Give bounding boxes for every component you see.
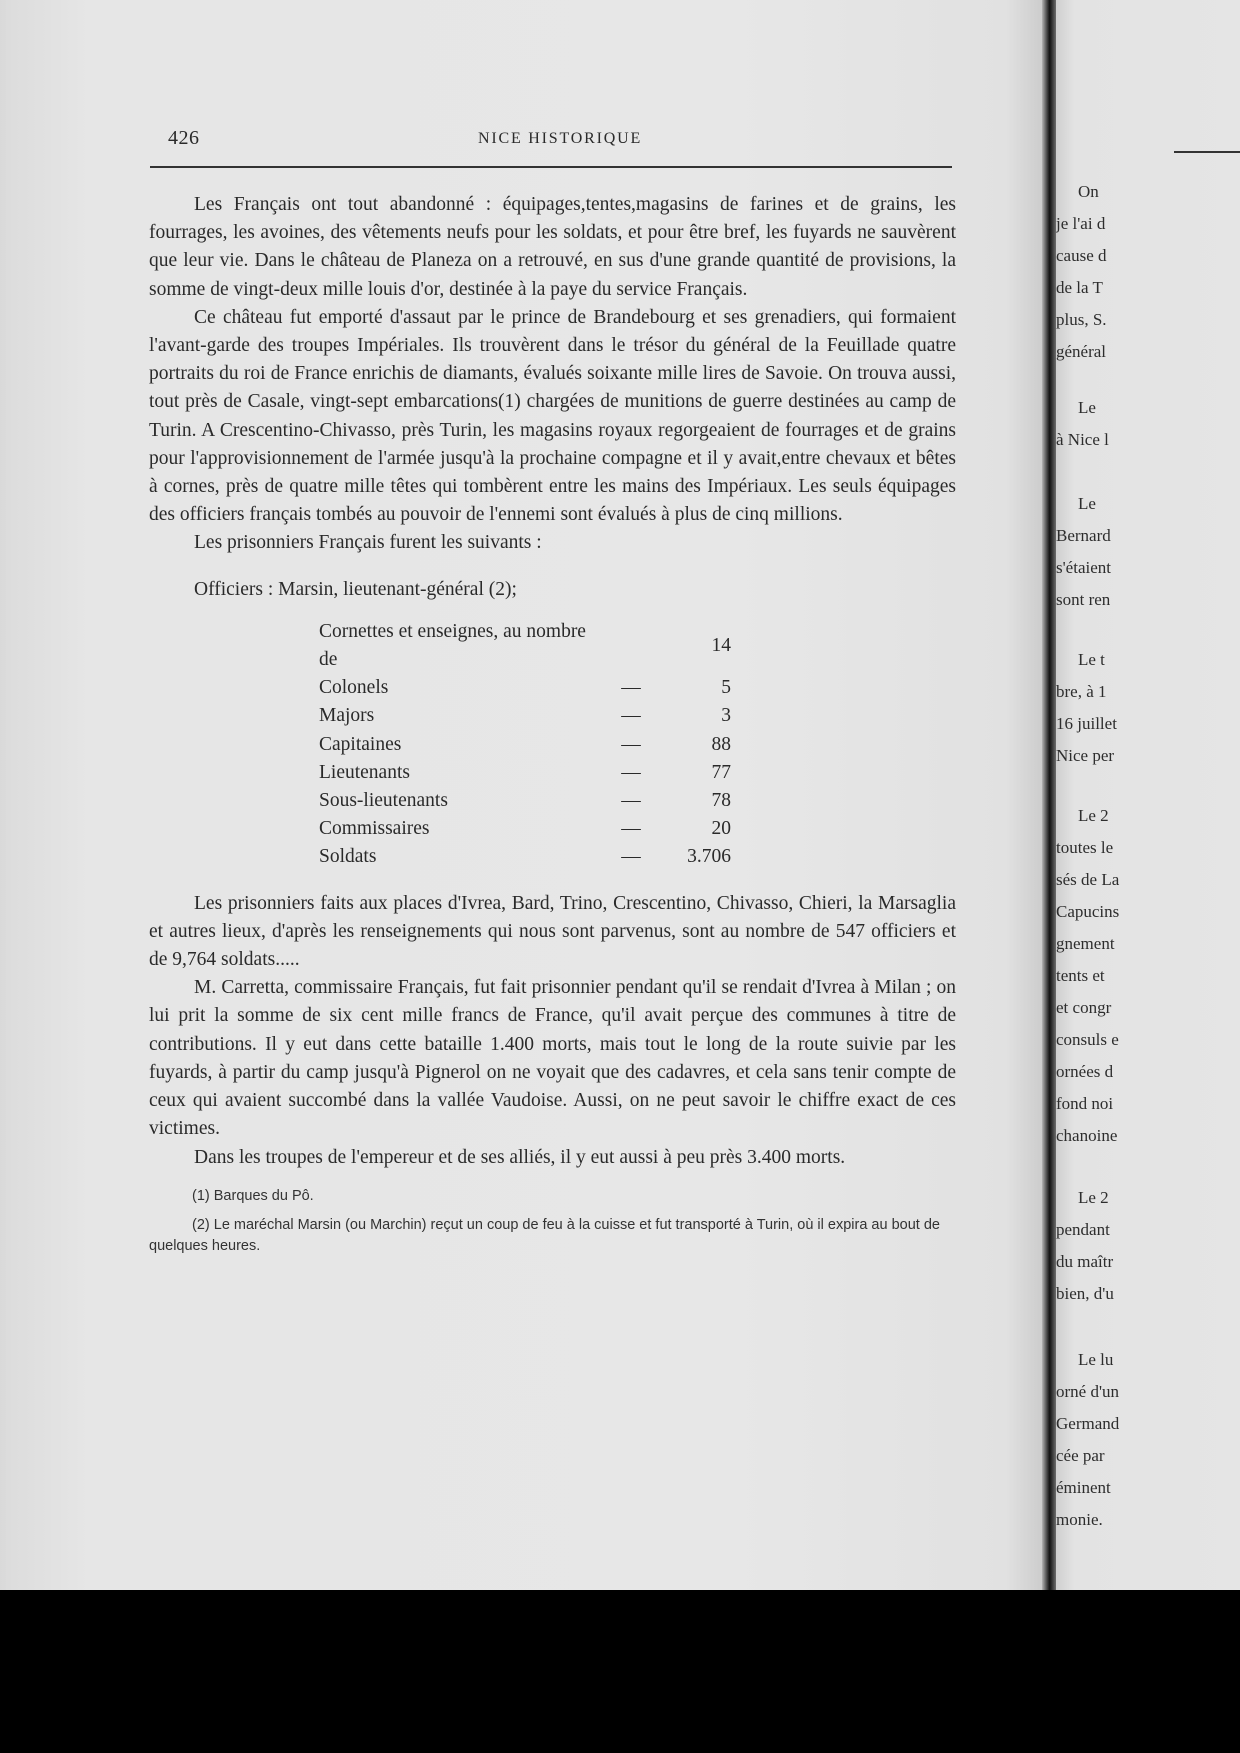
count-cell: 5 — [721, 677, 731, 699]
table-row — [319, 674, 731, 702]
rank-cell: Colonels — [319, 677, 389, 699]
right-page-line: pendant — [1056, 1220, 1110, 1239]
right-page-line: s'étaient — [1056, 558, 1111, 577]
table-row — [319, 787, 731, 815]
right-page-line: Le — [1078, 494, 1096, 513]
paragraph: Les prisonniers Français furent les suivants : — [194, 532, 542, 554]
right-page-line: bre, à 1 — [1056, 682, 1107, 701]
paragraph: Les Français ont tout abandonné : équipages,tentes,magasins de farines et de grains, les fourrages, les avoines, des vêtements neufs pour les soldats, et pour être bref, les fuyards ne sauvèrent que leur vie. Dans le château de Planeza on a retrouvé, en sus d'une grande quantité de provisions, la somme de vingt-deux mille louis d'or, destinée à la paye du service Français. — [149, 194, 956, 300]
table-row — [319, 759, 731, 787]
prisoner-table — [319, 618, 731, 872]
right-page-line: de la T — [1056, 278, 1103, 297]
dash-cell — [601, 618, 661, 674]
right-page-line: Le 2 — [1078, 1188, 1109, 1207]
page-number: 426 — [168, 127, 200, 149]
running-title: NICE HISTORIQUE — [477, 130, 643, 147]
right-page-line: cause d — [1056, 246, 1107, 265]
right-page-line: Bernard — [1056, 526, 1111, 545]
dash-cell: — — [621, 705, 641, 727]
header-rule — [150, 166, 952, 168]
table-row — [319, 815, 731, 843]
table-row — [319, 702, 731, 730]
count-cell: 20 — [711, 818, 731, 840]
rank-cell: Majors — [319, 705, 375, 727]
count-cell: 3 — [721, 705, 731, 727]
right-page-line: consuls e — [1056, 1030, 1119, 1049]
table-row — [319, 843, 731, 871]
count-cell: 14 — [711, 634, 731, 656]
right-page-line: cée par — [1056, 1446, 1105, 1465]
right-page-line: bien, d'u — [1056, 1284, 1114, 1303]
right-page-line: orné d'un — [1056, 1382, 1120, 1401]
dash-cell: — — [621, 846, 641, 868]
right-header-rule — [1174, 151, 1240, 153]
paragraph: Ce château fut emporté d'assaut par le prince de Brandebourg et ses grenadiers, qui formaient l'avant-garde des troupes Impériales. Ils trouvèrent dans le trésor du général de la Feuillade quatre portraits du roi de France enrichis de diamants, évalués soixante mille lires de Savoie. On trouva aussi, tout près de Casale, vingt-sept embarcations(1) chargées de munitions de guerre destinées au camp de Turin. A Crescentino-Chivasso, près Turin, les magasins royaux regorgeaient de fourrages et de grains pour l'approvisionnement de l'armée jusqu'à la prochaine compagne et il y avait,entre chevaux et bêtes à cornes, près de quatre mille têtes qui tombèrent entre les mains des Impériaux. Les seuls équipages des officiers français tombés au pouvoir de l'ennemi sont évalués à plus de cinq millions. — [149, 306, 956, 526]
table-row — [319, 618, 731, 674]
count-cell: 88 — [711, 733, 731, 755]
dash-cell: — — [621, 733, 641, 755]
right-page-line: sés de La — [1056, 870, 1120, 889]
rank-cell: Lieutenants — [319, 761, 410, 783]
right-page-line: chanoine — [1056, 1126, 1118, 1145]
right-page-line: monie. — [1056, 1510, 1103, 1529]
right-page-line: éminent — [1056, 1478, 1111, 1497]
right-page-line: Nice per — [1056, 746, 1115, 765]
dash-cell: — — [621, 761, 641, 783]
right-page-line: du maîtr — [1056, 1252, 1114, 1271]
right-page-line: toutes le — [1056, 838, 1114, 857]
footnotes — [149, 1186, 956, 1257]
right-page-line: plus, S. — [1056, 310, 1107, 329]
page-header — [168, 127, 952, 155]
right-page-line: je l'ai d — [1056, 214, 1106, 233]
footnote: (1) Barques du Pô. — [192, 1187, 314, 1204]
rank-cell: Sous-lieutenants — [319, 790, 448, 812]
right-page-fragment — [1056, 0, 1240, 1590]
right-page-line: Le t — [1078, 650, 1105, 669]
right-page-line: et congr — [1056, 998, 1112, 1017]
rank-cell: Cornettes et enseignes, au nombre de — [319, 620, 586, 671]
right-page-line: Capucins — [1056, 902, 1120, 921]
right-page-line: fond noi — [1056, 1094, 1114, 1113]
right-page-line: général — [1056, 342, 1107, 361]
right-page-line: gnement — [1056, 934, 1115, 953]
prisoner-rows — [319, 618, 731, 872]
officers-line: Officiers : Marsin, lieutenant-général (2); — [194, 578, 517, 600]
dash-cell: — — [621, 790, 641, 812]
table-row — [319, 731, 731, 759]
paragraph: M. Carretta, commissaire Français, fut fait prisonnier pendant qu'il se rendait d'Ivrea à Milan ; on lui prit la somme de six cent mille francs de France, qu'il avait perçue des communes à titre de contributions. Il y eut dans cette bataille 1.400 morts, mais tout le long de la route suivie par les fuyards, à partir du camp jusqu'à Pignerol on ne voyait que des cadavres, et cela sans tenir compte de ceux qui avaient succombé dans la vallée Vaudoise. Aussi, on ne peut savoir le chiffre exact de ces victimes. — [149, 977, 956, 1140]
right-page-line: tents et — [1056, 966, 1105, 985]
right-page-line: Le — [1078, 398, 1096, 417]
count-cell: 77 — [711, 761, 731, 783]
right-page-line: 16 juillet — [1056, 714, 1117, 733]
rank-cell: Soldats — [319, 846, 377, 868]
scan-margin — [0, 1590, 1240, 1753]
dash-cell: — — [621, 818, 641, 840]
paragraph: Les prisonniers faits aux places d'Ivrea, Bard, Trino, Crescentino, Chivasso, Chieri, la Marsaglia et autres lieux, d'après les renseignements qui nous sont parvenus, sont au nombre de 547 officiers et de 9,764 soldats..... — [149, 892, 956, 971]
book-gutter — [1042, 0, 1056, 1590]
count-cell: 3.706 — [687, 846, 731, 868]
rank-cell: Capitaines — [319, 733, 402, 755]
footnote: (2) Le maréchal Marsin (ou Marchin) reçut un coup de feu à la cuisse et fut transporté à Turin, où il expira au bout de quelques heures. — [149, 1216, 940, 1254]
main-text — [149, 191, 956, 1265]
right-page-line: sont ren — [1056, 590, 1111, 609]
count-cell: 78 — [711, 790, 731, 812]
rank-cell: Commissaires — [319, 818, 430, 840]
right-page-line: Le 2 — [1078, 806, 1109, 825]
right-page-line: à Nice l — [1056, 430, 1109, 449]
right-page-line: On — [1078, 182, 1099, 201]
paragraph: Dans les troupes de l'empereur et de ses alliés, il y eut aussi à peu près 3.400 morts. — [194, 1146, 846, 1168]
right-page-line: Germand — [1056, 1414, 1120, 1433]
right-page-line: ornées d — [1056, 1062, 1114, 1081]
right-page-line: Le lu — [1078, 1350, 1114, 1369]
dash-cell: — — [621, 677, 641, 699]
